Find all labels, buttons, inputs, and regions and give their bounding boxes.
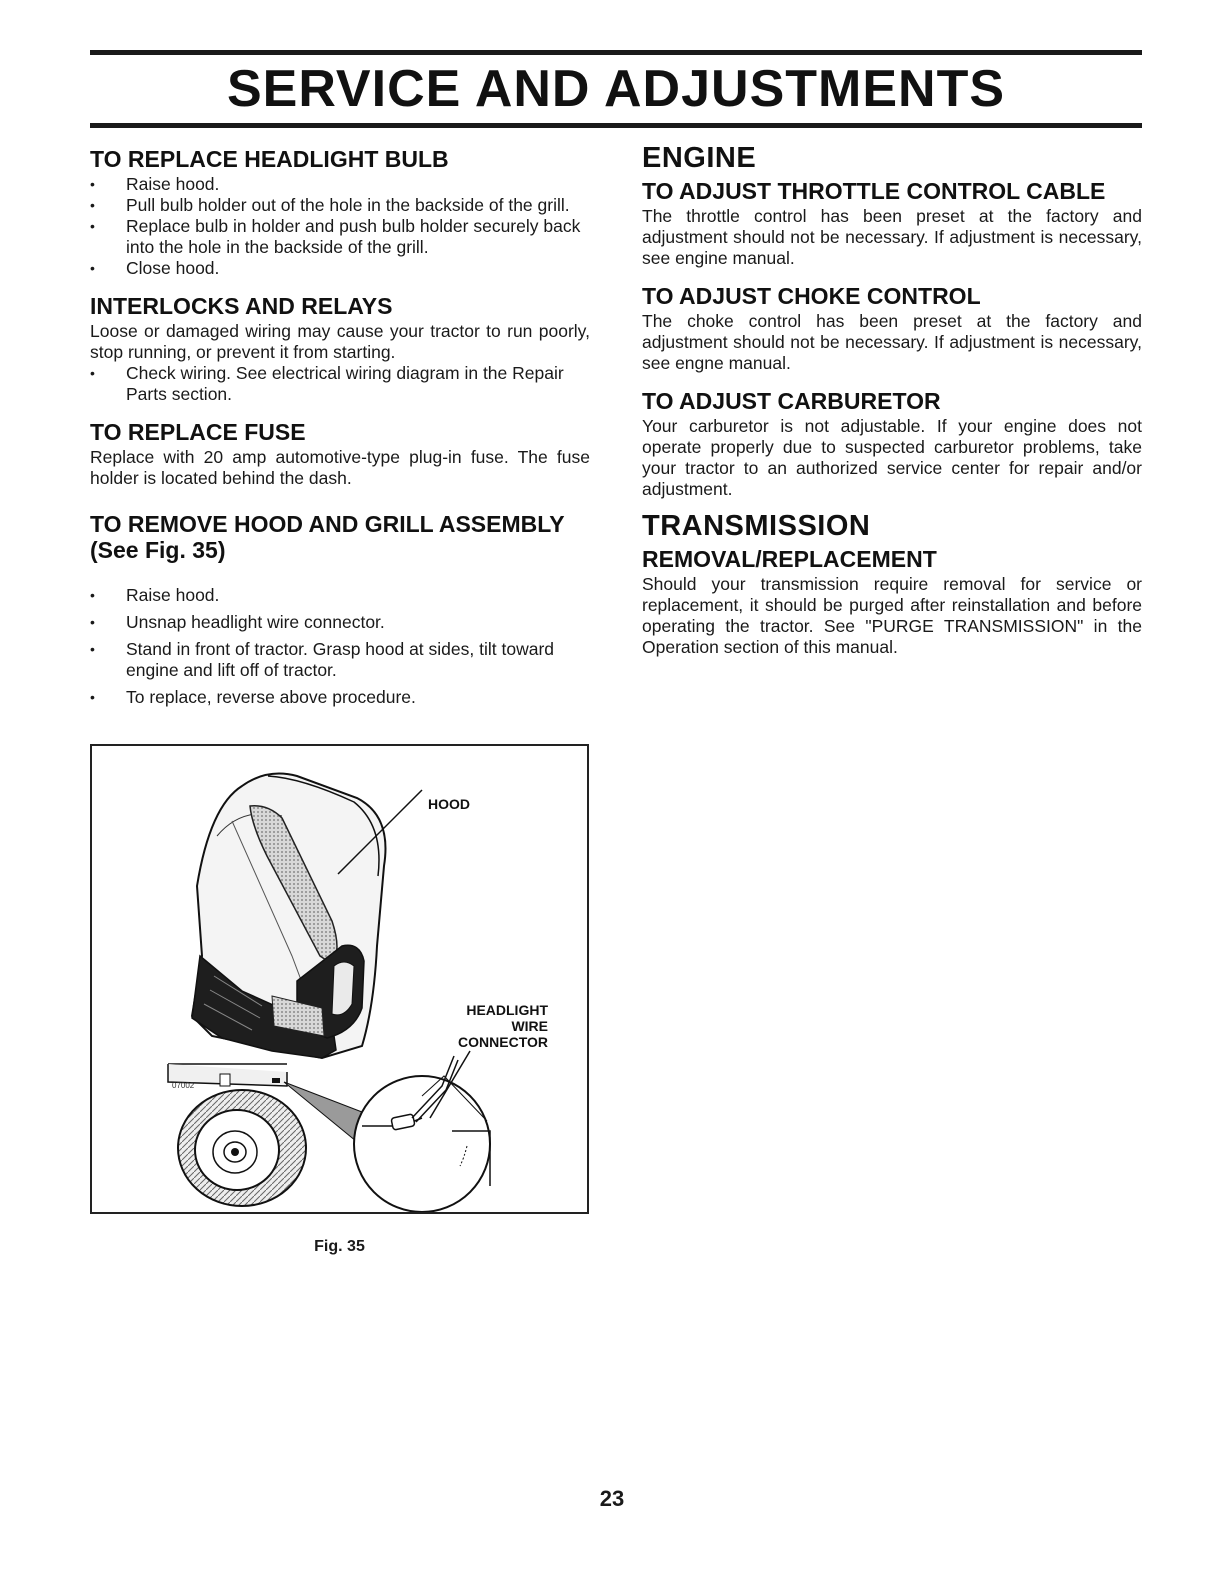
section-headlight: [90, 146, 590, 279]
bullet-list: [90, 363, 590, 405]
section-removal-replacement: [642, 546, 1142, 658]
callout-line: HEADLIGHT: [466, 1002, 548, 1018]
list-item: • To replace, reverse above procedure.: [90, 687, 590, 708]
figure-caption: Fig. 35: [314, 1238, 365, 1255]
callout-line: WIRE: [511, 1018, 548, 1034]
callout-line: CONNECTOR: [458, 1034, 548, 1050]
section-carburetor: [642, 388, 1142, 500]
section-heading: INTERLOCKS AND RELAYS: [90, 293, 393, 319]
page-title: SERVICE AND ADJUSTMENTS: [226, 60, 1006, 118]
section-heading: TO ADJUST CARBURETOR: [642, 388, 941, 414]
list-item: • Raise hood.: [90, 585, 590, 606]
section-throttle: [642, 178, 1142, 269]
page-number: 23: [599, 1486, 625, 1511]
list-item: • Stand in front of tractor. Grasp hood at sides, tilt toward engine and lift off of tractor.: [90, 639, 590, 681]
list-item: • Replace bulb in holder and push bulb holder securely back into the hole in the backside of the grill.: [90, 216, 590, 258]
section-heading: [90, 511, 590, 563]
paragraph: Should your transmission require removal for service or replacement, it should be purged after reinstallation and before operating the tractor. See "PURGE TRANSMISSION" in the Operation section of this manual.: [642, 574, 1142, 657]
section-heading: REMOVAL/REPLACEMENT: [642, 546, 937, 572]
section-heading: TO REPLACE FUSE: [90, 419, 306, 445]
figure-reference: (See Fig. 35): [90, 537, 226, 563]
connector-detail-circle: [354, 1056, 490, 1212]
major-heading-transmission: TRANSMISSION: [642, 510, 871, 542]
section-heading: TO ADJUST CHOKE CONTROL: [642, 283, 981, 309]
section-choke: [642, 283, 1142, 374]
paragraph: Loose or damaged wiring may cause your tractor to run poorly, stop running, or prevent it from starting.: [90, 321, 590, 362]
section-heading: TO ADJUST THROTTLE CONTROL CABLE: [642, 178, 1106, 204]
major-heading-engine: ENGINE: [642, 142, 757, 174]
list-item: • Unsnap headlight wire connector.: [90, 612, 590, 633]
bullet-list: [90, 585, 590, 708]
bullet-list: [90, 174, 590, 279]
part-number-label: 07002: [172, 1081, 195, 1090]
paragraph: Your carburetor is not adjustable. If your engine does not operate properly due to suspected carburetor problems, take your tractor to an authorized service center for repair and/or adjustment.: [642, 416, 1142, 499]
left-column: [90, 142, 590, 714]
hood-illustration: [92, 746, 587, 1212]
section-interlocks: [90, 293, 590, 405]
list-item: • Pull bulb holder out of the hole in the backside of the grill.: [90, 195, 590, 216]
callout-headlight-connector: [422, 1002, 548, 1050]
right-column: [642, 142, 1142, 658]
list-item: • Close hood.: [90, 258, 590, 279]
header-rule-bottom: [90, 123, 1142, 128]
section-heading-text: TO REMOVE HOOD AND GRILL ASSEMBLY: [90, 511, 565, 537]
paragraph: Replace with 20 amp automotive-type plug-in fuse. The fuse holder is located behind the dash.: [90, 447, 590, 488]
paragraph: The choke control has been preset at the factory and adjustment should not be necessary. If adjustment is necessary, see engne manual.: [642, 311, 1142, 373]
wheel-shape: [178, 1090, 306, 1206]
section-heading: TO REPLACE HEADLIGHT BULB: [90, 146, 449, 172]
list-item: • Check wiring. See electrical wiring diagram in the Repair Parts section.: [90, 363, 590, 405]
paragraph: The throttle control has been preset at the factory and adjustment should not be necessary. If adjustment is necessary, see engine manual.: [642, 206, 1142, 268]
hood-shape: [192, 774, 385, 1058]
header-rule-top: [90, 50, 1142, 55]
figure-35: [90, 744, 589, 1214]
section-hood-removal: [90, 511, 590, 708]
list-item: • Raise hood.: [90, 174, 590, 195]
section-fuse: [90, 419, 590, 489]
callout-hood: HOOD: [428, 796, 470, 812]
